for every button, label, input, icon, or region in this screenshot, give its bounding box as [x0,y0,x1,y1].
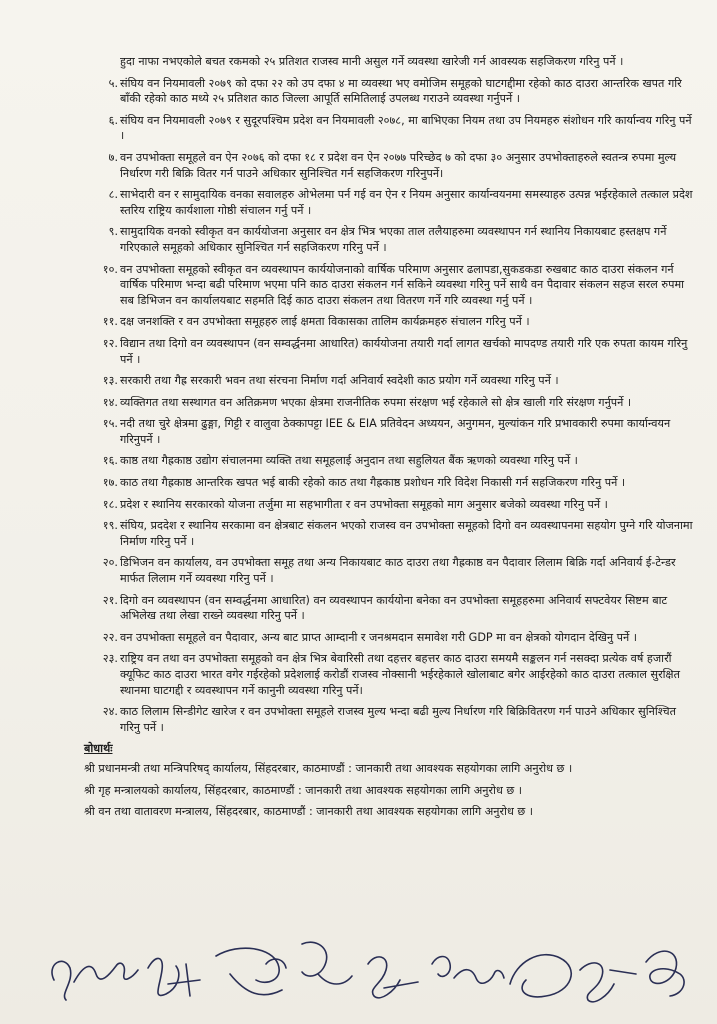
cc-recipient: श्री गृह मन्त्रालयको कार्यालय, सिंहदरबार, काठमाण्डौं : जानकारी तथा आवश्यक सहयोगका लागि अनुरोध छ । [84,783,523,797]
item-number: १६. [102,454,118,468]
item-number: ११. [102,315,118,329]
list-item [84,373,696,389]
list-item [84,262,696,309]
item-text: वन उपभोक्ता समूहले वन ऐन २०७६ को दफा १८ र प्रदेश वन ऐन २०७७ परिच्छेद ७ को दफा ३० अनुसार उपभोक्ताहरुले स्वतन्त्र रुपमा मुल्य निर्धारण गरी बिक्रि वितर गर्न पाउने अधिकार सुनिश्चित गर्न सहजिकरण गरिनुपर्ने। [120,150,677,180]
continued-paragraph: हुदा नाफा नभएकोले बचत रकमको २५ प्रतिशत राजस्व मानी असुल गर्ने व्यवस्था खारेजी गर्न आवस्यक सहजिकरण गरिनु पर्ने । [120,55,624,68]
item-text: दक्ष जनशक्ति र वन उपभोक्ता समूहहरु लाई क्षमता विकासका तालिम कार्यक्रमहरु संचालन गरिनु पर्ने । [120,315,530,329]
item-number: २१. [102,593,118,607]
item-text: काठ लिलाम सिन्डीगेट खारेज र वन उपभोक्ता समूहले राजस्व मुल्य भन्दा बढी मुल्य निर्धारण गरि बिक्रिवितरण गर्न पाउने अधिकार सुनिश्चित गरिनु पर्ने । [120,705,676,734]
document-body [84,54,696,826]
signature-9 [646,951,684,996]
cc-recipient: श्री प्रधानमन्त्री तथा मन्त्रिपरिषद् कार्यालय, सिंहदरबार, काठमाण्डौं : जानकारी तथा आवश्यक सहयोगका लागि अनुरोध छ । [84,761,573,775]
list-item [84,555,696,586]
list-item [84,224,696,255]
signature-5 [368,957,418,998]
item-number: २२. [102,630,118,644]
item-number: १४. [102,395,118,409]
list-item [84,453,696,469]
signature-2 [148,958,200,996]
item-number: १२. [102,336,118,350]
signature-8 [580,963,636,1002]
item-number: २४. [102,705,118,719]
cc-title: बोधार्थः [84,742,113,756]
item-number: ६. [108,113,118,127]
list-item [84,497,696,513]
item-text: काष्ठ तथा गैह्रकाष्ठ उद्योग संचालनमा व्यक्ति तथा समूहलाई अनुदान तथा सहुलियत बैंक ऋणको व्यवस्था गरिनु पर्ने । [120,454,578,468]
list-item [84,593,696,624]
item-text: विद्यान तथा दिगो वन व्यवस्थापन (वन सम्वर्द्धनमा आधारित) कार्ययोजना तयारी गर्दा लागत खर्चको मापदण्ड तयारी गरि एक रुपता कायम गरिनु पर्ने । [120,336,688,366]
item-text: संघिय वन नियमावली २०७९ को दफा २२ को उप दफा ४ मा व्यवस्था भए वमोजिम समूहको घाटगद्दीमा रहेको काठ दाउरा आन्तरिक खपत गरि बाँकी रहेको काठ मध्ये २५ प्रतिशत काठ जिल्ला आपूर्ति समितिलाई उपलब्ध गराउने व्यवस्था गर्नुपर्ने । [120,76,682,106]
list-item [84,416,696,447]
item-text: राष्ट्रिय वन तथा वन उपभोक्ता समूहको वन क्षेत्र भित्र बेवारिसी तथा दहत्तर बहत्तर काठ दाउरा समयमै सङ्कलन गर्न नसक्दा प्रत्येक वर्ष हजारौं क्यूफिट काठ दाउरा भारत वगेर गईरहेको प्रदेशलाई करोडौं राजस्व नोक्सानी भईरहेकाले खोलाबाट बगेर आईरहेको काठ दाउरा तत्काल सुरक्षित स्थानमा घाटगद्दी र व्यवस्थापन गर्ने कानुनी व्यवस्था गरिनु पर्ने। [120,652,680,697]
item-text: संघिय, प्रददेश र स्थानिय सरकामा वन क्षेत्रबाट संकलन भएको राजस्व वन उपभोक्ता समूहको दिगो वन व्यवस्थापनमा सहयोग पुग्ने गरि योजनामा निर्माण गरिनु पर्ने । [120,519,693,548]
item-text: साभेदारी वन र सामुदायिक वनका सवालहरु ओभेलमा पर्न गई वन ऐन र नियम अनुसार कार्यान्वयनमा समस्याहरु उत्पन्न भईरहेकाले तत्काल प्रदेश स्तरिय राष्ट्रिय कार्यशाला गोष्ठी संचालन गर्नु पर्ने । [120,188,693,217]
item-number: १३. [102,374,118,388]
item-number: २३. [102,652,118,666]
item-text: संघिय वन नियमावली २०७९ र सुदूरपश्चिम प्रदेश वन नियमावली २०७८, मा बाभिएका नियम तथा उप नियमहरु संशोधन गरि कार्यान्वय गरिनु पर्ने । [120,113,692,143]
signatures-area [40,934,700,1020]
cc-list [84,761,696,820]
item-number: १०. [102,262,118,276]
signature-1 [52,961,138,1000]
item-text: व्यक्तिगत तथा सस्थागत वन अतिक्रमण भएका क्षेत्रमा राजनीतिक रुपमा संरक्षण भई रहेकाले सो क्षेत्र खाली गरि संरक्षण गर्नुपर्ने । [120,395,632,409]
list-item [84,630,696,646]
list-item [84,395,696,411]
list-item [84,336,696,367]
list-item [84,113,696,144]
cc-recipient: श्री वन तथा वातावरण मन्त्रालय, सिंहदरबार, काठमाण्डौं : जानकारी तथा आवश्यक सहयोगका लागि अनुरोध छ । [84,805,534,819]
item-number: ८. [108,188,118,202]
list-item [84,651,696,698]
demand-list [84,76,696,736]
list-item [84,518,696,549]
list-item [84,704,696,735]
list-item [84,314,696,330]
signature-3 [216,948,286,995]
item-number: १७. [102,476,118,490]
signature-4 [302,942,352,984]
item-text: वन उपभोक्ता समूहको स्वीकृत वन व्यवस्थापन कार्ययोजनाको वार्षिक परिमाण अनुसार ढलापडा,सुकडकडा रुखबाट काठ दाउरा संकलन गर्न वार्षिक परिमाण भन्दा बढी परिमाण भएमा पनि काठ दाउरा संकलन गर्न सकिने व्यवस्था गरिनु पर्ने साथै वन पैदावार संकलन सहज सरल रुपमा सब डिभिजन वन कार्यालयबाट सहमति दिई काठ दाउरा संकलन तथा वितरण गर्ने गरि व्यवस्था गर्नु पर्ने । [120,262,685,307]
item-number: २०. [102,556,118,570]
item-text: डिभिजन वन कार्यालय, वन उपभोक्ता समूह तथा अन्य निकायबाट काठ दाउरा तथा गैह्रकाष्ठ वन पैदावार लिलाम बिक्रि गर्दा अनिवार्य ई-टेन्डर मार्फत लिलाम गर्ने व्यवस्था गरिनु पर्ने । [120,556,676,586]
list-item [84,76,696,107]
item-text: काठ तथा गैह्रकाष्ठ आन्तरिक खपत भई बाकी रहेको काठ तथा गैह्रकाष्ठ प्रशोधन गरि विदेश निकासी गर्न सहजिकरण गरिनु पर्ने । [120,476,626,490]
item-text: नदी तथा चुरे क्षेत्रमा ढुङ्गा, गिट्टी र वालुवा ठेक्कापट्टा IEE & EIA प्रतिवेदन अध्ययन, अनुगमन, मुल्यांकन गरि प्रभावकारी रुपमा कार्यान्वयन गरिनुपर्ने । [120,417,671,446]
item-text: सरकारी तथा गैह्र सरकारी भवन तथा संरचना निर्माण गर्दा अनिवार्य स्वदेशी काठ प्रयोग गर्ने व्यवस्था गरिनु पर्ने । [120,374,559,388]
item-number: ९. [108,225,118,239]
signature-7 [510,955,571,997]
item-number: १८. [102,497,118,511]
signatures-drawing [40,934,700,1020]
signature-6 [432,957,504,984]
item-text: सामुदायिक वनको स्वीकृत वन कार्ययोजना अनुसार वन क्षेत्र भित्र भएका ताल तलैयाहरुमा व्यवस्थापन गर्न स्थानिय निकायबाट हस्तक्षप गर्ने गरिएकाले समूहको अधिकार सुनिश्चित गर्न सहजिकरण गरिनु पर्ने । [120,225,667,254]
list-item [84,150,696,181]
list-item [84,187,696,218]
item-text: वन उपभोक्ता समूहले वन पैदावार, अन्य बाट प्राप्त आम्दानी र जनश्रमदान समावेश गरी GDP मा वन क्षेत्रको योगदान देखिनु पर्ने । [120,630,638,644]
item-number: १९. [102,519,118,533]
item-number: ७. [108,150,118,164]
item-text: दिगो वन व्यवस्थापन (वन सम्वर्द्धनमा आधारित) वन व्यवस्थापन कार्ययोना बनेका वन उपभोक्ता समूहहरुमा अनिवार्य सफ्टवेयर सिष्टम बाट अभिलेख तथा लेखा राख्ने व्यवस्था गरिनु पर्ने । [120,593,668,623]
item-text: प्रदेश र स्थानिय सरकारको योजना तर्जुमा मा सहभागीता र वन उपभोक्ता समूहको माग अनुसार बजेको व्यवस्था गरिनु पर्ने । [120,497,608,511]
list-item [84,475,696,491]
item-number: १५. [102,417,118,431]
item-number: ५. [108,76,118,90]
